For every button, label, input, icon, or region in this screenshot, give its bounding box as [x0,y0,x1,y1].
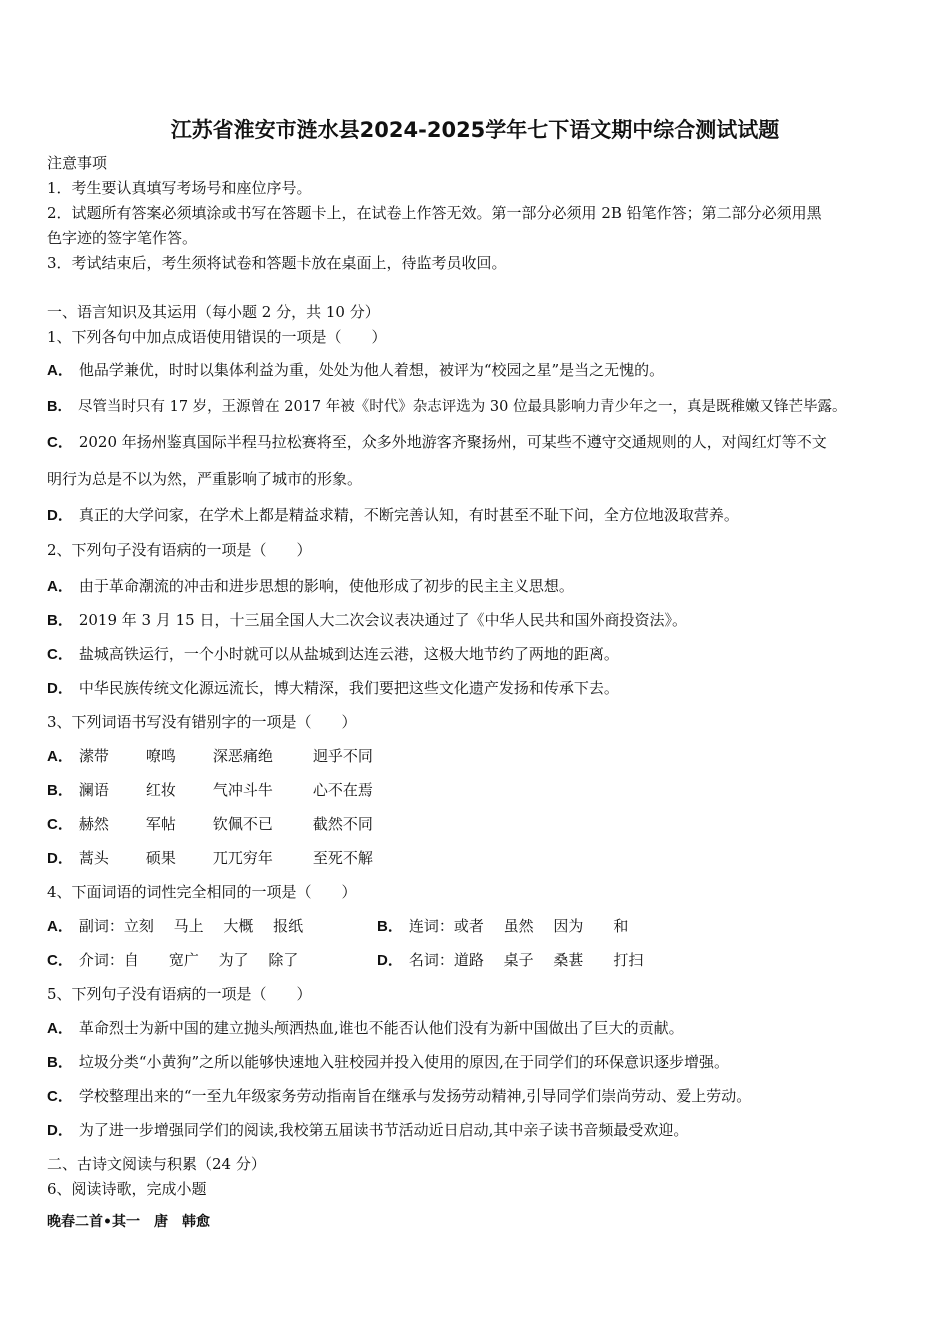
notice-heading: 注意事项 [47,154,108,172]
word: 气冲斗牛 [212,781,273,799]
word: 赫然 [78,815,109,833]
notice-item: 1．考生要认真填写考场号和座位序号。 [47,179,312,197]
option [47,1017,684,1038]
option [47,1085,751,1106]
option-label: D． [47,1122,73,1139]
option-text: 介词：自 宽广 为了 除了 [78,951,299,969]
page-title: 江苏省淮安市涟水县2024-2025学年七下语文期中综合测试试题 [170,118,780,142]
question-stem: 3、下列词语书写没有错别字的一项是（ ） [47,713,357,731]
option [47,949,298,970]
option [377,915,628,936]
option-label: A． [47,748,73,765]
option-label: D． [47,680,73,697]
option [47,677,619,698]
option-label: B． [47,399,72,415]
option-text: 垃圾分类“小黄狗”之所以能够快速地入驻校园并投入使用的原因,在于同学们的环保意识逐步增强。 [78,1053,729,1071]
option [47,359,664,380]
poem-title: 晚春二首•其一 唐 韩愈 [47,1214,210,1230]
option-label: B． [47,1054,73,1071]
option-continuation: 明行为总是不以为然，严重影响了城市的形象。 [47,470,363,488]
option-text: 名词：道路 桌子 桑葚 打扫 [408,951,644,969]
question-stem: 6、阅读诗歌，完成小题 [47,1180,207,1198]
word: 心不在焉 [312,781,373,799]
word: 嘹鸣 [145,747,176,765]
option [47,643,619,664]
notice-item: 色字迹的签字笔作答。 [47,229,198,247]
option [47,575,574,596]
option-label: D． [47,507,73,524]
section-heading: 一、语言知识及其运用（每小题 2 分，共 10 分） [47,303,380,321]
option-text: 由于革命潮流的冲击和进步思想的影响，使他形成了初步的民主主义思想。 [78,577,574,595]
word: 兀兀穷年 [212,849,273,867]
word: 迥乎不同 [312,747,373,765]
option [47,745,373,766]
option-label: A． [47,918,73,935]
question-stem: 2、下列句子没有语病的一项是（ ） [47,541,312,559]
option-label: C． [47,816,73,833]
word: 硕果 [145,849,176,867]
option [47,779,373,800]
option-label: C． [47,952,73,969]
option-text: 他品学兼优，时时以集体利益为重，处处为他人着想，被评为“校园之星”是当之无愧的。 [78,361,665,379]
option-label: B． [47,782,73,799]
option-text: 革命烈士为新中国的建立抛头颅洒热血,谁也不能否认他们没有为新中国做出了巨大的贡献。 [78,1019,684,1037]
option [47,813,373,834]
option-text: 尽管当时只有 17 岁，王源曾在 2017 年被《时代》杂志评选为 30 位最具影响力青少年之一，真是既稚嫩又锋芒毕露。 [77,399,847,415]
word: 至死不解 [312,849,373,867]
option-text: 连词：或者 虽然 因为 和 [408,917,629,935]
option-label: B． [377,918,403,935]
question-stem: 1、下列各句中加点成语使用错误的一项是（ ） [47,328,387,346]
section-heading: 二、古诗文阅读与积累（24 分） [47,1155,266,1173]
notice-item: 2．试题所有答案必须填涂或书写在答题卡上，在试卷上作答无效。第一部分必须用 2B 铅笔作答；第二部分必须用黑 [47,204,822,222]
word: 红妆 [145,781,176,799]
option-label: C． [47,434,73,451]
option [47,1119,688,1140]
option [47,847,373,868]
option [47,504,739,525]
word: 澜语 [78,781,109,799]
word: 潆带 [78,747,109,765]
option-text: 副词：立刻 马上 大概 报纸 [78,917,304,935]
word: 蒿头 [78,849,109,867]
option-label: C． [47,646,73,663]
option [47,609,687,630]
option-label: D． [377,952,403,969]
option-text: 盐城高铁运行，一个小时就可以从盐城到达连云港，这极大地节约了两地的距离。 [78,645,619,663]
word: 截然不同 [312,815,373,833]
option-label: A． [47,362,73,379]
option-label: D． [47,850,73,867]
option [47,431,827,452]
option-label: A． [47,1020,73,1037]
option-text: 中华民族传统文化源远流长，博大精深，我们要把这些文化遗产发扬和传承下去。 [78,679,619,697]
option-text: 学校整理出来的“一至九年级家务劳动指南旨在继承与发扬劳动精神,引导同学们崇尚劳动、爱上劳动。 [78,1087,752,1105]
option-label: A． [47,578,73,595]
question-stem: 4、下面词语的词性完全相同的一项是（ ） [47,883,357,901]
word: 钦佩不已 [212,815,273,833]
option-label: C． [47,1088,73,1105]
option [47,915,303,936]
option-label: B． [47,612,73,629]
notice-item: 3．考试结束后，考生须将试卷和答题卡放在桌面上，待监考员收回。 [47,254,507,272]
question-stem: 5、下列句子没有语病的一项是（ ） [47,985,312,1003]
option [47,395,846,416]
word: 深恶痛绝 [212,747,273,765]
option-text: 2019 年 3 月 15 日，十三届全国人大二次会议表决通过了《中华人民共和国外商投资法》。 [78,611,687,629]
word: 军帖 [145,815,176,833]
option-text: 2020 年扬州鉴真国际半程马拉松赛将至，众多外地游客齐聚扬州，可某些不遵守交通规则的人，对闯红灯等不文 [78,433,827,451]
option [377,949,643,970]
option-text: 真正的大学问家，在学术上都是精益求精，不断完善认知，有时甚至不耻下问，全方位地汲取营养。 [78,506,739,524]
option-text: 为了进一步增强同学们的阅读,我校第五届读书节活动近日启动,其中亲子读书音频最受欢迎。 [78,1121,689,1139]
option [47,1051,729,1072]
